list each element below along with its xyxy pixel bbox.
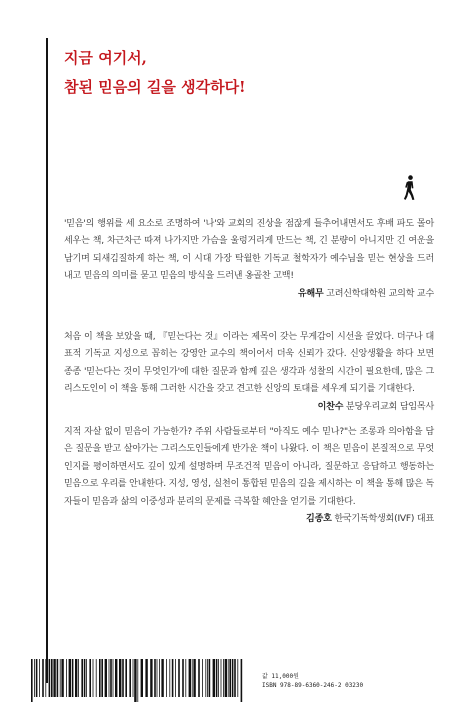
endorsement-attribution [318,399,434,416]
walking-man-icon [402,175,418,201]
isbn-label: ISBN 978-89-6360-246-2 03230 [262,682,364,689]
barcode-icon [30,659,245,702]
endorser-name: 유해무 [297,288,324,299]
endorsement-2 [64,329,434,416]
endorsement-text: 지적 자살 없이 믿음이 가능한가? 주위 사람들로부터 "아직도 예수 믿나?"는 조롱과 의아함을 담은 질문을 받고 살아가는 그리스도인들에게 반가운 책이 나왔다. 이 책은 믿음이 본질적으로 무엇인지를 평이하면서도 깊이 있게 설명하며 무조건적 믿음이 아니라, 질문하고 응답하고 행동하는 믿음으로 우리를 안내한다. 지성, 영성, 실천이 통합된 믿음의 길을 제시하는 이 책을 통해 많은 독자들이 믿음과 삶의 이중성과 분리의 문제를 극복할 혜안을 얻기를 기대한다. [64,427,434,507]
price-isbn-block [262,672,363,690]
endorsement-text: 처음 이 책을 보았을 때, 『믿는다는 것』이라는 제목이 갖는 무게감이 시선을 끌었다. 더구나 대표적 기독교 지성으로 꼽히는 강영안 교수의 책이어서 더욱 신뢰가 갔다. 신앙생활을 하다 보면 종종 '믿는다는 것이 무엇인가'에 대한 질문과 함께 깊은 생각과 성찰의 시간이 필요한데, 많은 그리스도인이 이 책을 통해 그러한 시간을 갖고 견고한 신앙의 토대를 세우게 되기를 기대한다. [64,332,434,395]
endorser-name: 이찬수 [317,401,344,412]
endorser-name: 김종호 [306,514,332,525]
endorsement-attribution [306,511,434,528]
headline-line-2: 참된 믿음의 길을 생각하다! [64,78,246,96]
endorsement-1 [64,216,434,303]
vertical-divider-line [46,38,48,683]
endorsement-text: '믿음'의 행위를 세 요소로 조명하여 '나'와 교회의 진상을 점잖게 들추어내면서도 후배 파도 몰아세우는 책, 차근차근 따져 나가지만 가슴을 울렁거리게 만드는 책, 긴 분량이 아니지만 긴 여운을 남기며 되새김질하게 하는 책, 이 시대 가장 탁월한 기독교 철학자가 예수님을 믿는 현상을 드러내고 믿음의 의미를 묻고 믿음의 방식을 드러낸 옹골찬 고백! [64,219,434,282]
endorsement-3 [64,424,434,528]
endorser-affiliation: 한국기독학생회(IVF) 대표 [334,514,434,525]
endorsement-attribution [298,286,434,303]
headline-line-1: 지금 여기서, [64,49,147,67]
price-label: 값 11,000원 [262,673,299,680]
endorser-affiliation: 고려신학대학원 교의학 교수 [326,288,434,299]
endorser-affiliation: 분당우리교회 담임목사 [345,401,434,412]
